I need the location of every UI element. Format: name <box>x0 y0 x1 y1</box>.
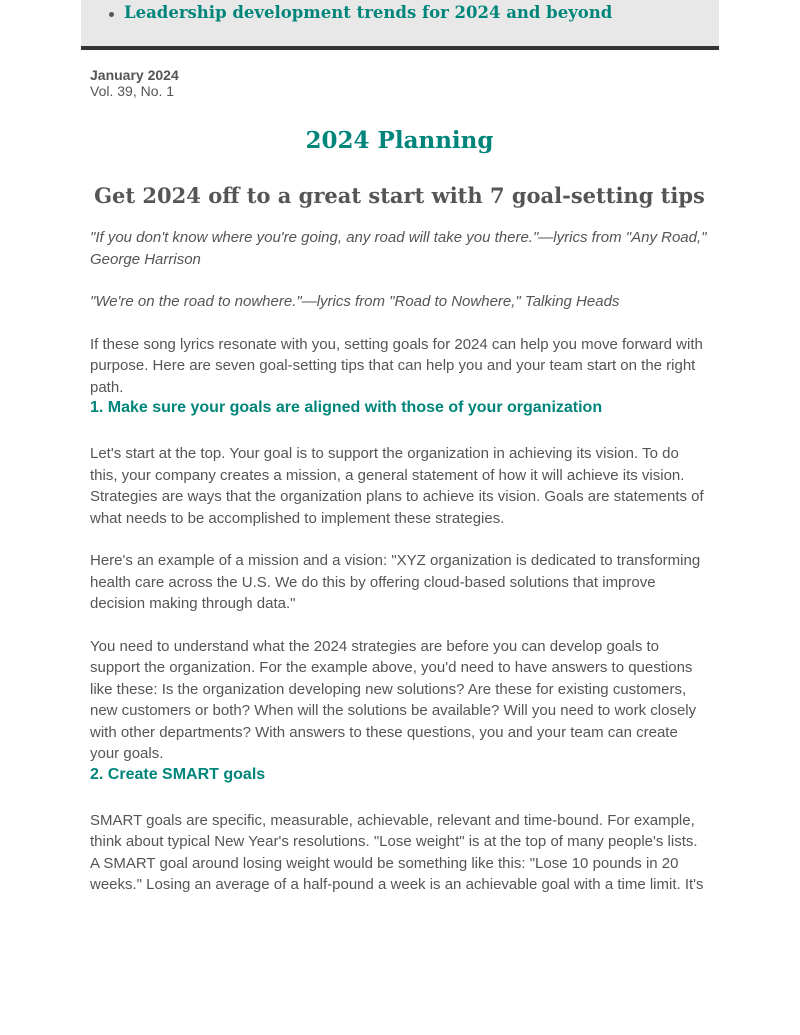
quote-road-to-nowhere: "We're on the road to nowhere."—lyrics from "Road to Nowhere," Talking Heads <box>90 293 620 310</box>
article-content <box>81 67 719 896</box>
issue-volume: Vol. 39, No. 1 <box>90 83 175 99</box>
top-nav-box <box>81 0 719 50</box>
nav-link-leadership-trends[interactable]: Leadership development trends for 2024 and beyond <box>124 3 613 22</box>
nav-list-item <box>109 2 612 24</box>
nav-list <box>109 2 612 24</box>
tip-2-heading: 2. Create SMART goals <box>90 765 266 783</box>
bullet-icon <box>109 12 114 17</box>
tip-1-heading: 1. Make sure your goals are aligned with those of your organization <box>90 399 603 416</box>
tip-1-paragraph-3: You need to understand what the 2024 strategies are before you can develop goals to support the organization. For the example above, you'd need to have answers to questions like these: Is the organization developing new solutions? Are these for existing customers, new customers or both? When will the solutions be available? Will you need to work closely with other departments? With answers to these questions, you and your team can create your goals. <box>90 637 697 762</box>
quote-any-road: "If you don't know where you're going, any road will take you there."—lyrics from "Any Road," George Harrison <box>90 229 707 268</box>
issue-date: January 2024 <box>90 67 179 83</box>
intro-paragraph: If these song lyrics resonate with you, setting goals for 2024 can help you move forward with purpose. Here are seven goal-setting tips that can help you and your team start on the right path. <box>90 335 703 396</box>
tip-2-paragraph-1: SMART goals are specific, measurable, achievable, relevant and time-bound. For example, think about typical New Year's resolutions. "Lose weight" is at the top of many people's lists. A SMART goal around losing weight would be something like this: "Lose 10 pounds in 20 weeks." Losing an average of a half-pound a week is an achievable goal with a time limit. It's <box>90 811 704 893</box>
section-title: 2024 Planning <box>305 127 494 154</box>
tip-1-paragraph-1: Let's start at the top. Your goal is to support the organization in achieving its vision. To do this, your company creates a mission, a general statement of how it will achieve its vision. Strategies are ways that the organization plans to achieve its vision. Goals are statements of what needs to be accomplished to implement these strategies. <box>90 445 704 527</box>
article-headline: Get 2024 off to a great start with 7 goal-setting tips <box>94 183 705 208</box>
tip-1-paragraph-2: Here's an example of a mission and a vision: "XYZ organization is dedicated to transforming health care across the U.S. We do this by offering cloud-based solutions that improve decision making through data." <box>90 552 701 612</box>
newsletter <box>81 0 719 896</box>
